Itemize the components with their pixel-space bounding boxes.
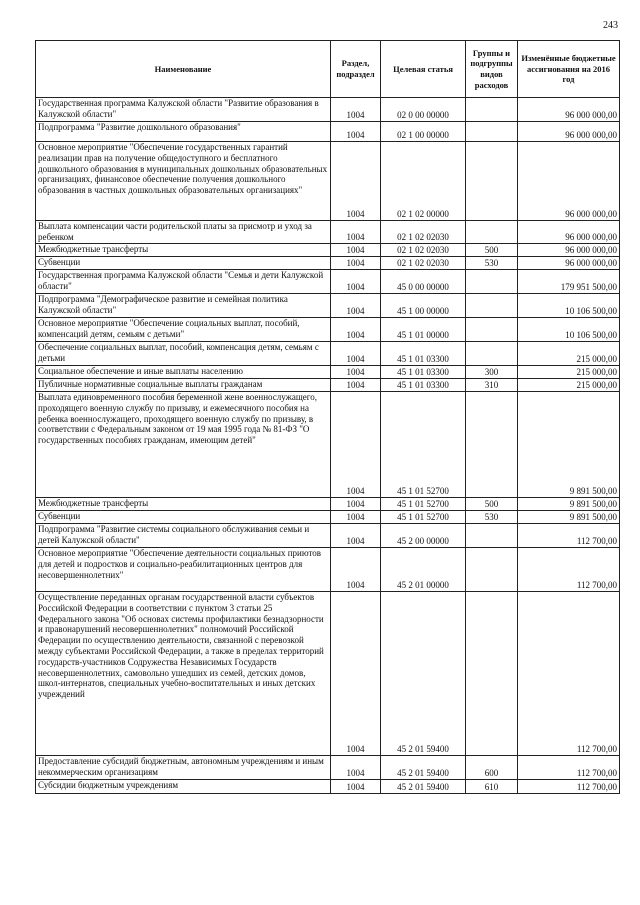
cell-group: 500 [466,498,518,511]
cell-section: 1004 [331,294,381,318]
cell-amount: 96 000 000,00 [518,257,620,270]
cell-group [466,392,518,498]
cell-amount: 10 106 500,00 [518,294,620,318]
table-row [36,498,620,511]
cell-amount: 112 700,00 [518,756,620,780]
cell-section: 1004 [331,342,381,366]
table-row [36,122,620,142]
cell-group [466,270,518,294]
cell-section: 1004 [331,244,381,257]
cell-name: Выплата компенсации части родительской платы за присмотр и уход за ребенком [36,221,331,244]
cell-name: Государственная программа Калужской области "Семья и дети Калужской области" [36,270,331,294]
cell-group: 610 [466,780,518,794]
cell-amount: 215 000,00 [518,366,620,379]
table-row [36,511,620,524]
cell-group [466,592,518,756]
header-amount: Изменённые бюджетные ассигнования на 2016 год [518,41,620,98]
cell-article: 45 2 01 59400 [381,756,466,780]
cell-name: Обеспечение социальных выплат, пособий, компенсация детям, семьям с детьми [36,342,331,366]
header-article: Целевая статья [381,41,466,98]
cell-section: 1004 [331,379,381,392]
table-header-row [36,41,620,98]
cell-name: Подпрограмма "Развитие системы социального обслуживания семьи и детей Калужской области" [36,524,331,548]
cell-amount: 215 000,00 [518,379,620,392]
cell-amount: 215 000,00 [518,342,620,366]
cell-amount: 96 000 000,00 [518,98,620,122]
cell-section: 1004 [331,98,381,122]
table-row [36,318,620,342]
cell-section: 1004 [331,366,381,379]
cell-amount: 112 700,00 [518,780,620,794]
table-row [36,780,620,794]
cell-section: 1004 [331,122,381,142]
cell-name: Субсидии бюджетным учреждениям [36,780,331,794]
cell-article: 45 0 00 00000 [381,270,466,294]
cell-name: Межбюджетные трансферты [36,244,331,257]
table-row [36,270,620,294]
cell-section: 1004 [331,270,381,294]
cell-article: 45 2 01 59400 [381,780,466,794]
cell-section: 1004 [331,392,381,498]
cell-section: 1004 [331,498,381,511]
cell-section: 1004 [331,524,381,548]
cell-amount: 9 891 500,00 [518,511,620,524]
cell-section: 1004 [331,142,381,221]
table-row [36,392,620,498]
table-row [36,592,620,756]
cell-article: 45 1 01 52700 [381,511,466,524]
table-row [36,366,620,379]
cell-article: 45 1 01 03300 [381,379,466,392]
cell-name: Основное мероприятие "Обеспечение социальных выплат, пособий, компенсаций детям, семьям с детьми" [36,318,331,342]
cell-article: 45 1 01 03300 [381,342,466,366]
cell-article: 45 1 01 03300 [381,366,466,379]
cell-name: Предоставление субсидий бюджетным, автономным учреждениям и иным некоммерческим организациям [36,756,331,780]
cell-name: Государственная программа Калужской области "Развитие образования в Калужской области" [36,98,331,122]
cell-section: 1004 [331,318,381,342]
cell-group [466,318,518,342]
table-row [36,294,620,318]
cell-group [466,122,518,142]
cell-section: 1004 [331,221,381,244]
cell-name: Основное мероприятие "Обеспечение деятельности социальных приютов для детей и подростков и социально-реабилитационных центров для несовершеннолетних" [36,548,331,592]
cell-name: Социальное обеспечение и иные выплаты населению [36,366,331,379]
cell-group: 600 [466,756,518,780]
cell-amount: 9 891 500,00 [518,392,620,498]
cell-article: 45 1 01 52700 [381,392,466,498]
cell-name: Подпрограмма "Демографическое развитие и семейная политика Калужской области" [36,294,331,318]
cell-article: 45 1 01 00000 [381,318,466,342]
cell-amount: 112 700,00 [518,524,620,548]
cell-article: 45 2 01 59400 [381,592,466,756]
cell-amount: 179 951 500,00 [518,270,620,294]
cell-name: Подпрограмма "Развитие дошкольного образования" [36,122,331,142]
cell-article: 02 1 02 02030 [381,257,466,270]
table-body [36,98,620,794]
cell-article: 45 2 01 00000 [381,548,466,592]
table-row [36,342,620,366]
cell-amount: 96 000 000,00 [518,221,620,244]
header-name: Наименование [36,41,331,98]
cell-group: 530 [466,511,518,524]
table-row [36,221,620,244]
cell-section: 1004 [331,592,381,756]
cell-group [466,142,518,221]
cell-amount: 96 000 000,00 [518,244,620,257]
header-section: Раздел, подраздел [331,41,381,98]
cell-group [466,524,518,548]
cell-amount: 10 106 500,00 [518,318,620,342]
cell-name: Межбюджетные трансферты [36,498,331,511]
table-row [36,257,620,270]
table-row [36,524,620,548]
cell-section: 1004 [331,548,381,592]
table-row [36,379,620,392]
cell-article: 45 2 00 00000 [381,524,466,548]
cell-name: Осуществление переданных органам государственной власти субъектов Российской Федерации в соответствии с пунктом 3 статьи 25 Федерального закона "Об основах системы профилактики безнадзорности и правонарушений несовершеннолетних" полномочий Российской Федерации по осуществлению деятельности, связанной с перевозкой между субъектами Российской Федерации, а также в пределах территорий государств-участников Содружества Независимых Государств несовершеннолетних, самовольно ушедших из семей, детских домов, школ-интернатов, специальных учебно-воспитательных и иных детских учреждений [36,592,331,756]
cell-group: 500 [466,244,518,257]
cell-section: 1004 [331,511,381,524]
cell-section: 1004 [331,780,381,794]
page-number: 243 [603,20,618,31]
table-row [36,756,620,780]
cell-article: 02 1 02 02030 [381,221,466,244]
table-row [36,142,620,221]
table-row [36,548,620,592]
cell-group [466,294,518,318]
cell-name: Субвенции [36,511,331,524]
cell-group [466,221,518,244]
cell-group: 300 [466,366,518,379]
cell-name: Основное мероприятие "Обеспечение государственных гарантий реализации прав на получение общедоступного и бесплатного дошкольного образования в муниципальных дошкольных образовательных организациях, финансовое обеспечение получения дошкольного образования в частных дошкольных образовательных организациях" [36,142,331,221]
budget-table [35,40,620,794]
cell-name: Выплата единовременного пособия беременной жене военнослужащего, проходящего военную службу по призыву, и ежемесячного пособия на ребенка военнослужащего, проходящего военную службу по призыву, в соответствии с Федеральным законом от 19 мая 1995 года № 81-ФЗ "О государственных пособиях гражданам, имеющим детей" [36,392,331,498]
cell-group: 530 [466,257,518,270]
cell-amount: 112 700,00 [518,548,620,592]
table-row [36,98,620,122]
cell-article: 02 1 00 00000 [381,122,466,142]
cell-article: 02 1 02 00000 [381,142,466,221]
cell-section: 1004 [331,756,381,780]
cell-name: Субвенции [36,257,331,270]
cell-group: 310 [466,379,518,392]
cell-group [466,98,518,122]
cell-article: 02 0 00 00000 [381,98,466,122]
cell-group [466,342,518,366]
cell-name: Публичные нормативные социальные выплаты гражданам [36,379,331,392]
cell-article: 45 1 01 52700 [381,498,466,511]
cell-amount: 96 000 000,00 [518,142,620,221]
header-groups: Группы и подгруппы видов расходов [466,41,518,98]
cell-section: 1004 [331,257,381,270]
cell-amount: 112 700,00 [518,592,620,756]
cell-group [466,548,518,592]
cell-article: 45 1 00 00000 [381,294,466,318]
cell-article: 02 1 02 02030 [381,244,466,257]
cell-amount: 9 891 500,00 [518,498,620,511]
cell-amount: 96 000 000,00 [518,122,620,142]
table-row [36,244,620,257]
